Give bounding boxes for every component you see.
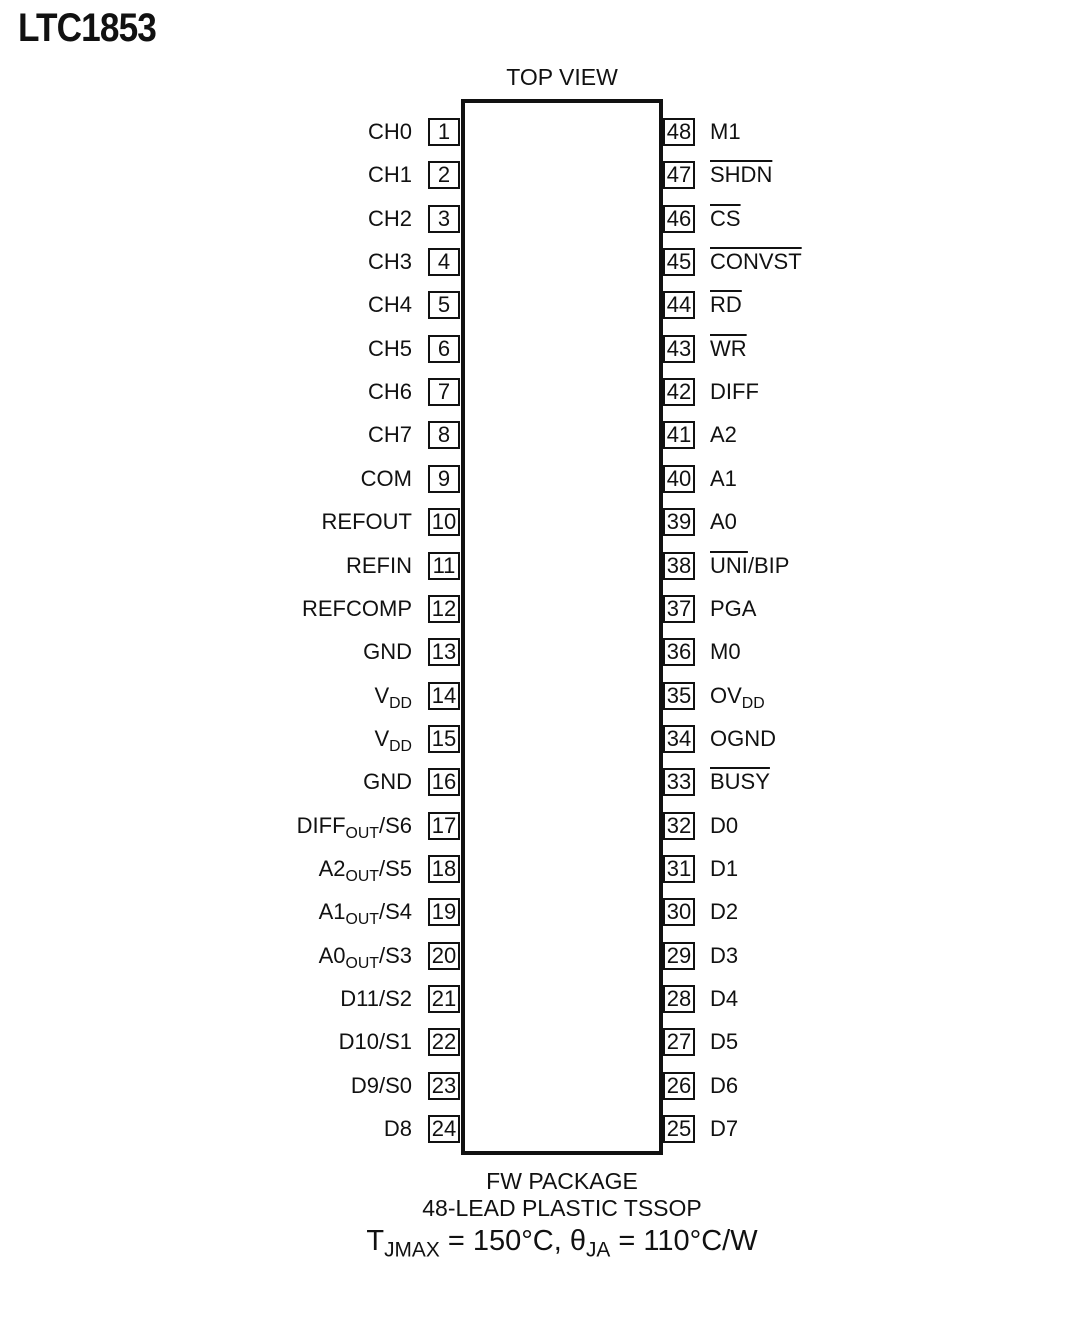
pin-5-number: 5	[428, 291, 460, 319]
pin-43-number: 43	[663, 335, 695, 363]
pin-13-number: 13	[428, 638, 460, 666]
pin-35-number: 35	[663, 682, 695, 710]
package-type: FW PACKAGE	[486, 1168, 638, 1194]
pin-6-number: 6	[428, 335, 460, 363]
pin-14-number: 14	[428, 682, 460, 710]
pin-16-number: 16	[428, 768, 460, 796]
pin-19-number: 19	[428, 898, 460, 926]
pin-21-label: D11/S2	[340, 986, 412, 1011]
pin-28-number: 28	[663, 985, 695, 1013]
pin-39-number: 39	[663, 508, 695, 536]
pin-7-label: CH6	[367, 379, 412, 404]
pin-25-number: 25	[663, 1115, 695, 1143]
pin-37-number: 37	[663, 595, 695, 623]
pin-10-number: 10	[428, 508, 460, 536]
pin-31-label: D1	[710, 856, 739, 881]
pin-47-number: 47	[663, 161, 695, 189]
pin-33-number: 33	[663, 768, 695, 796]
pin-16-label: GND	[363, 769, 412, 794]
thermal-spec: $T_{JMAX} = 150^\circ C$, $\theta_{JA} = 110^\circ C/W$	[366, 1225, 758, 1262]
pin-22-label: D10/S1	[338, 1029, 412, 1054]
pin-7-number: 7	[428, 378, 460, 406]
pin-29-label: D3	[710, 943, 739, 968]
pin-39-label: A0	[710, 509, 737, 534]
pin-27-label: D5	[710, 1029, 739, 1054]
pin-3-label: CH2	[367, 206, 412, 231]
pin-35-label: $OV_{DD}$	[710, 683, 765, 713]
pin-2-number: 2	[428, 161, 460, 189]
pin-2-label: CH1	[367, 162, 412, 187]
pin-45-number: 45	[663, 248, 695, 276]
pin-41-label: A2	[710, 422, 737, 447]
pin-26-number: 26	[663, 1072, 695, 1100]
package-description: 48-LEAD PLASTIC TSSOP	[422, 1195, 702, 1221]
pin-6-label: CH5	[367, 336, 412, 361]
pin-30-number: 30	[663, 898, 695, 926]
pin-38-label: $\overline{UNI}$/BIP	[710, 553, 790, 578]
pin-26-label: D6	[710, 1073, 739, 1098]
pin-21-number: 21	[428, 985, 460, 1013]
pin-24-number: 24	[428, 1115, 460, 1143]
pin-20-label: $A0_{OUT}/S3$	[318, 943, 412, 973]
pin-22-number: 22	[428, 1028, 460, 1056]
pin-11-label: REFIN	[346, 553, 412, 578]
pin-48-number: 48	[663, 118, 695, 146]
pin-3-number: 3	[428, 205, 460, 233]
pin-42-label: DIFF	[710, 379, 759, 404]
pin-31-number: 31	[663, 855, 695, 883]
pin-14-label: $V_{DD}$	[374, 683, 412, 713]
pin-30-label: D2	[710, 899, 739, 924]
top-view-label: TOP VIEW	[506, 64, 618, 90]
pin-20-number: 20	[428, 942, 460, 970]
pin-1-number: 1	[428, 118, 460, 146]
pin-36-number: 36	[663, 638, 695, 666]
pin-27-number: 27	[663, 1028, 695, 1056]
ic-package-body	[461, 99, 663, 1155]
pin-44-label: $\overline{RD}$	[710, 292, 742, 317]
pin-41-number: 41	[663, 421, 695, 449]
pin-15-number: 15	[428, 725, 460, 753]
part-number-title: LTC1853	[18, 6, 156, 50]
pin-4-label: CH3	[367, 249, 412, 274]
pin-40-number: 40	[663, 465, 695, 493]
pin-34-number: 34	[663, 725, 695, 753]
pin-33-label: BUSY	[710, 769, 770, 794]
pin-48-label: M1	[710, 119, 741, 144]
pin-13-label: GND	[363, 639, 412, 664]
pin-17-number: 17	[428, 812, 460, 840]
pin-34-label: OGND	[710, 726, 776, 751]
pin-15-label: $V_{DD}$	[374, 726, 412, 756]
pin-32-number: 32	[663, 812, 695, 840]
pin-45-label: CONVST	[710, 249, 802, 274]
pin-36-label: M0	[710, 639, 741, 664]
pin-37-label: PGA	[710, 596, 757, 621]
pin-47-label: SHDN	[710, 162, 773, 187]
pin-43-label: $\overline{WR}$	[710, 336, 747, 361]
pin-1-label: CH0	[367, 119, 412, 144]
pin-5-label: CH4	[367, 292, 412, 317]
pin-10-label: REFOUT	[321, 509, 412, 534]
pin-9-label: COM	[360, 466, 412, 491]
pin-19-label: $A1_{OUT}/S4$	[318, 899, 412, 929]
pin-29-number: 29	[663, 942, 695, 970]
pin-9-number: 9	[428, 465, 460, 493]
pin-23-label: D9/S0	[350, 1073, 412, 1098]
pin-46-label: $\overline{CS}$	[710, 206, 741, 231]
pin-32-label: D0	[710, 813, 739, 838]
pin-44-number: 44	[663, 291, 695, 319]
pin-8-number: 8	[428, 421, 460, 449]
package-info	[262, 1168, 862, 1262]
pin-24-label: D8	[383, 1116, 412, 1141]
pin-42-number: 42	[663, 378, 695, 406]
pin-17-label: $DIFF_{OUT}/S6$	[296, 813, 412, 843]
pin-46-number: 46	[663, 205, 695, 233]
pin-12-label: REFCOMP	[302, 596, 412, 621]
pin-8-label: CH7	[367, 422, 412, 447]
pin-28-label: D4	[710, 986, 739, 1011]
pin-38-number: 38	[663, 552, 695, 580]
pin-23-number: 23	[428, 1072, 460, 1100]
pin-40-label: A1	[710, 466, 737, 491]
pin-12-number: 12	[428, 595, 460, 623]
pin-18-label: $A2_{OUT}/S5$	[318, 856, 412, 886]
pin-25-label: D7	[710, 1116, 739, 1141]
pin-11-number: 11	[428, 552, 460, 580]
pin-4-number: 4	[428, 248, 460, 276]
pin-18-number: 18	[428, 855, 460, 883]
